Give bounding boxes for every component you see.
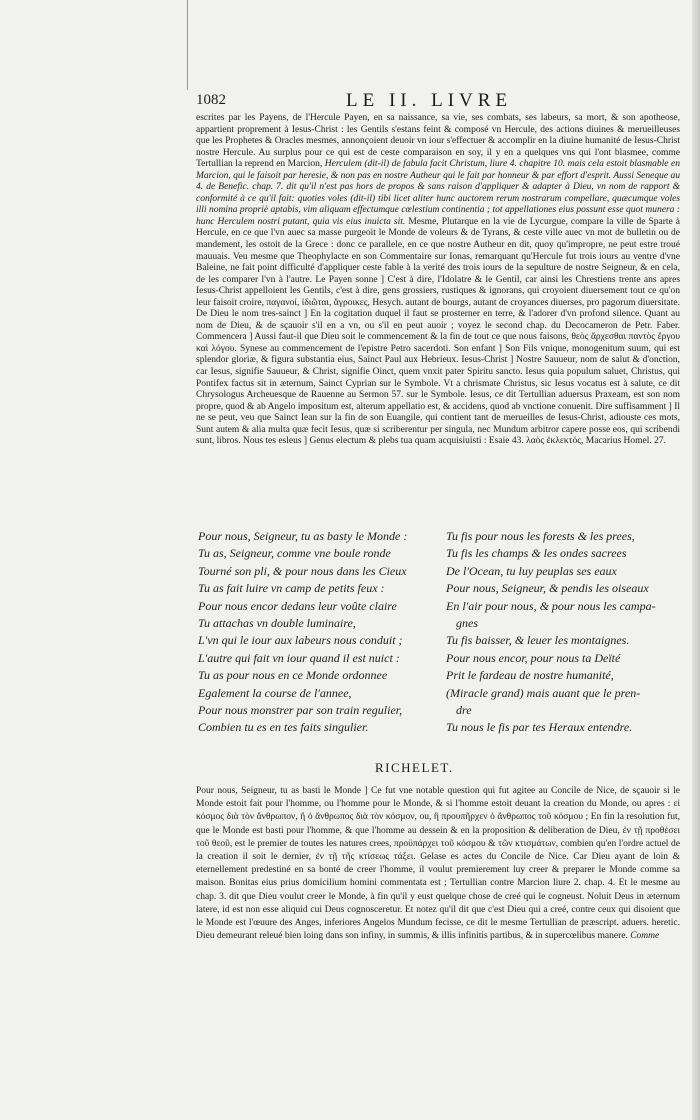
commentary-paragraph: De Dieu le nom tres-sainct ] En la cogitation duquel il faut se prosterner en terre, & l'adorer d'vn profond silence. Quant au nom de Dieu, & de sçauoir s'il en a vn, ou s'il en peut auoir ; voyez le second chap. du Decocameron de Petr. Faber. bbox=[196, 309, 680, 331]
poem-line: Prit le fardeau de nostre humanité, bbox=[446, 668, 614, 683]
poem-line: dre bbox=[456, 703, 472, 718]
commentary-paragraph: Herculem (dit-il) de fabula facit Christum, liure 4. chapitre 10. mais cela estoit blasmable en Marcion, qui le faisoit par heresie, & non pas en nostre Autheur qui le fait par honneur & par effort d'esprit. Aussi Seneque au 4. de Benefic. chap. 7. dit qu'il n'est pas hors de propos & sans raison d'appliquer & adapter à Dieu, vn nom de rapport & conformité à ce qu'il fait: bbox=[196, 159, 681, 204]
commentary-paragraph: Dire suffisamment ] Il ne se peut, veu que Sainct Iean sur la fin de son Euangile, qui contient tant de merueilles de Iesus-Christ, adiouste ces mots, Sunt autem & alia multa quæ fecit Iesus, quæ si scriberentur per singula, nec Mundum arbitror capere posse eos, qui scribendi sunt, libros. bbox=[196, 401, 681, 447]
poem-line: Pour nous encor dedans leur voûte claire bbox=[198, 598, 397, 613]
poem-left-column bbox=[198, 528, 448, 737]
page-header bbox=[196, 92, 680, 114]
poem-line: De l'Ocean, tu luy peuplas ses eaux bbox=[446, 563, 617, 578]
poem-line: Tu nous le fis par tes Heraux entendre. bbox=[446, 720, 633, 735]
poem-line: Tu fis pour nous les forests & les prees, bbox=[446, 529, 635, 543]
poem-line: Tu fis baisser, & leuer les montaignes. bbox=[446, 633, 630, 648]
commentary-paragraph: Nous tes esleus ] Genus electum & plebs tua quam acquisiuisti : Esaie 43. λαὸς ἐκλεκτός, Macarius Homel. 27. bbox=[242, 436, 666, 447]
poem-line: Combien tu es en tes faits singulier. bbox=[198, 720, 369, 735]
commentary-paragraph: Son enfant ] Son Fils vnique, monogenitum suum, qui est splendor gloriæ, & figura substantia eius, Sainct Paul aux Hebrieux. bbox=[196, 343, 681, 366]
catchword: Comme bbox=[630, 931, 660, 942]
poem-line: Tu as fait luire vn camp de petits feux : bbox=[198, 581, 385, 596]
commentary-paragraph: Commencera ] Aussi faut-il que Dieu soit le commencement & la fin de tout ce que nous faisons, θεὸς ἄρχεσθαι παντὸς ἔργου καὶ λόγου. Synese au commencement de l'epistre Petro sacerdoti. bbox=[196, 332, 680, 354]
poem-line: Tu as pour nous en ce Monde ordonnee bbox=[198, 668, 388, 683]
commentator-heading: RICHELET. bbox=[375, 760, 454, 775]
poem-line: Tu as, Seigneur, comme vne boule ronde bbox=[198, 546, 391, 561]
poem-line: Egalement la course de l'annee, bbox=[198, 685, 352, 700]
gutter-line bbox=[187, 0, 188, 90]
notes-paragraph: Car Dieu ayant de loin & eternellement predestiné en sa bonté de creer l'homme, il voulut premierement luy creer & preparer le Monde comme sa maison. Bonitas eius prius domicilium homini commentata est ; Tertullian contre Marcion liure 2. chap. 4. bbox=[196, 852, 681, 889]
poem-line: (Miracle grand) mais auant que le pren- bbox=[446, 685, 641, 700]
poem-line: En l'air pour nous, & pour nous les campa- bbox=[446, 598, 656, 613]
poem-line: L'vn qui le iour aux labeurs nous conduit ; bbox=[198, 633, 403, 648]
poem-line: Pour nous, Seigneur, & pendis les oiseaux bbox=[446, 581, 649, 596]
commentary-paragraph: Le Payen sonne ] C'est à dire, l'Idolatre & le Gentil, car ainsi les Chrestiens trente ans apres Iesus-Christ appelloient les Gentils, c'est à dire, gens grossiers, rustiques & ignorans, qui croyoient diuersement tout ce qu'on leur faisoit croire, παγανοί, ἰδιῶται, ἄγροικες, Hesych. autant de bourgs, autant de croyances diuerses, pro pagorum diuersitate. bbox=[196, 274, 681, 308]
poem-line: Tu attachas vn double luminaire, bbox=[198, 616, 356, 631]
commentary-block bbox=[196, 113, 681, 447]
poem-line: L'autre qui fait vn iour quand il est nuict : bbox=[198, 650, 400, 665]
commentary-paragraph: quoties voles (dit-il) tibi licet aliter hunc auctorem rerum nostrarum compellare, quæcumque voles illi nomina propriè aptabis, vim aliquam effectumque cœlestium continentia ; tot appellationes eius possunt esse quot munera : hunc Herculem nostri putant, quia vis eius inuicta sit. bbox=[196, 193, 680, 227]
poem-right-column bbox=[446, 528, 682, 737]
poem-line: gnes bbox=[456, 616, 478, 631]
notes-paragraph: En fin la resolution fut, que le Monde est basti pour l'homme, & que l'homme au dessein & en la proposition & deliberation de Dieu, ἐν τῇ προθέσει τοῦ θεοῦ, est le premier de toutes les natures crees, προϋπάρχει τοῦ κόσμου & τῶν κτισμάτων, combien qu'en l'ordre actuel de la creation il soit le dernier, ἐν τῇ τῆς κτίσεως τάξει. Gelase es actes du Concile de Nice. bbox=[196, 812, 681, 863]
commentary-paragraph: escrites par les Payens, de l'Hercule Payen, en sa naissance, sa vie, ses combats, ses labeurs, sa mort, & son apotheose, appartient proprement à Iesus-Christ : les Gentils s'estans feint & composé vn Hercule, des actions diuines & merueilleuses que les Prophetes & Oracles mesmes, annonçoient deuoir vn iour s'effectuer & accomplir en la diuine humanité de Iesus-Christ nostre Hercule. Au surplus pour ce qui est de ceste comparaison en soy, il y en a quelques vns qui l'ont blasmee, comme Tertullian la reprend en Marcion, bbox=[196, 113, 680, 170]
notes-paragraph: Et notez qu'il dit que c'est Dieu qui a creé, contre ceux qui disoient que le Monde est l'œuure des Anges, inferiores Angelos Mundum fecisse, ce dit le mesme Tertullian de præscript. aduers. heretic. Dieu demeurant releué bien loing dans son infiny, in summis, & illis infinitis partibus, & in supercœlibus manere. bbox=[196, 904, 681, 942]
commentary-paragraph: Iesus-Christ ] Nostre Sauueur, nom de salut & d'onction, car Iesus, signifie Sauueur, & Christ, signifie Oinct, quem vnxit pater Spiritu sancto. Iesus quia populum saluet, Christus, qui Pontifex factus sit in æternum, Sainct Cyprian sur le Symbole. Vt a chrismate Christus, sic Iesus vocatus est à salute, ce dit Chrysologus Archeuesque de Rauenne au Sermon 57. sur le Symbole. Iesus, ce dit Tertullian aduersus Praxeam, est son nom propre, quod & ab Angelo impositum est, alterum appellatio est, & accidens, quod ab vnctione conuenit. bbox=[196, 355, 680, 412]
running-title: LE II. LIVRE bbox=[346, 90, 513, 111]
page-number: 1082 bbox=[196, 92, 226, 108]
poem-line: Pour nous monstrer par son train regulier, bbox=[198, 703, 403, 718]
scan-edge bbox=[692, 0, 700, 1120]
notes-block bbox=[196, 785, 680, 960]
commentary-paragraph: Mesme, Plutarque en la vie de Lycurgue, compare la ville de Sparte à Hercule, en ce que l'vn auec sa masse purgeoit le Monde de voleurs & de Tyrans, & ceste ville auec vn mot de bulletin ou de mandement, les ostoit de la Grece : donc ce parallele, en ce que nostre Autheur en dit, quoy qu'impropre, ne peut estre troué mauuais. Veu mesme que Theophylacte en son Commentaire sur Ionas, remarquant qu'Hercule fut trois iours au ventre d'vne Baleine, ne fait point difficulté d'appliquer ceste fable à la verité des trois iours de la sepulture de nostre Seigneur, & en cela, de les comparer l'vn à l'autre. bbox=[196, 216, 680, 285]
poem-line: Pour nous encor, pour nous ta Deïté bbox=[446, 650, 621, 665]
poem-line: Tu fis les champs & les ondes sacrees bbox=[446, 546, 627, 561]
notes-paragraph: Et le mesme au chap. 3. dit que Dieu voulut creer le Monde, à fin qu'il y eust quelque chose de creé qui le cogneust. Noluit Deus in æternum latere, id est non esse aliquid cui Deus cognosceretur. bbox=[196, 878, 681, 915]
poem-line: Tourné son pli, & pour nous dans les Cieux bbox=[198, 563, 407, 578]
notes-paragraph: Pour nous, Seigneur, tu as basti le Monde ] Ce fut vne notable question qui fut agitee au Concile de Nice, de sçauoir si le Monde estoit fait pour l'homme, ou l'homme pour le Monde, & si l'homme estoit deuant la creation du Monde, ou apres : εἰ κόσμος διὰ τὸν ἄνθρωπον, ἢ ὁ ἄνθρωπος διὰ τὸν κόσμον, ou, ἢ προυπῆρχεν ὁ ἄνθρωπος τοῦ κόσμου ; bbox=[196, 786, 680, 823]
poem-line: Pour nous, Seigneur, tu as basty le Monde : bbox=[198, 529, 408, 543]
